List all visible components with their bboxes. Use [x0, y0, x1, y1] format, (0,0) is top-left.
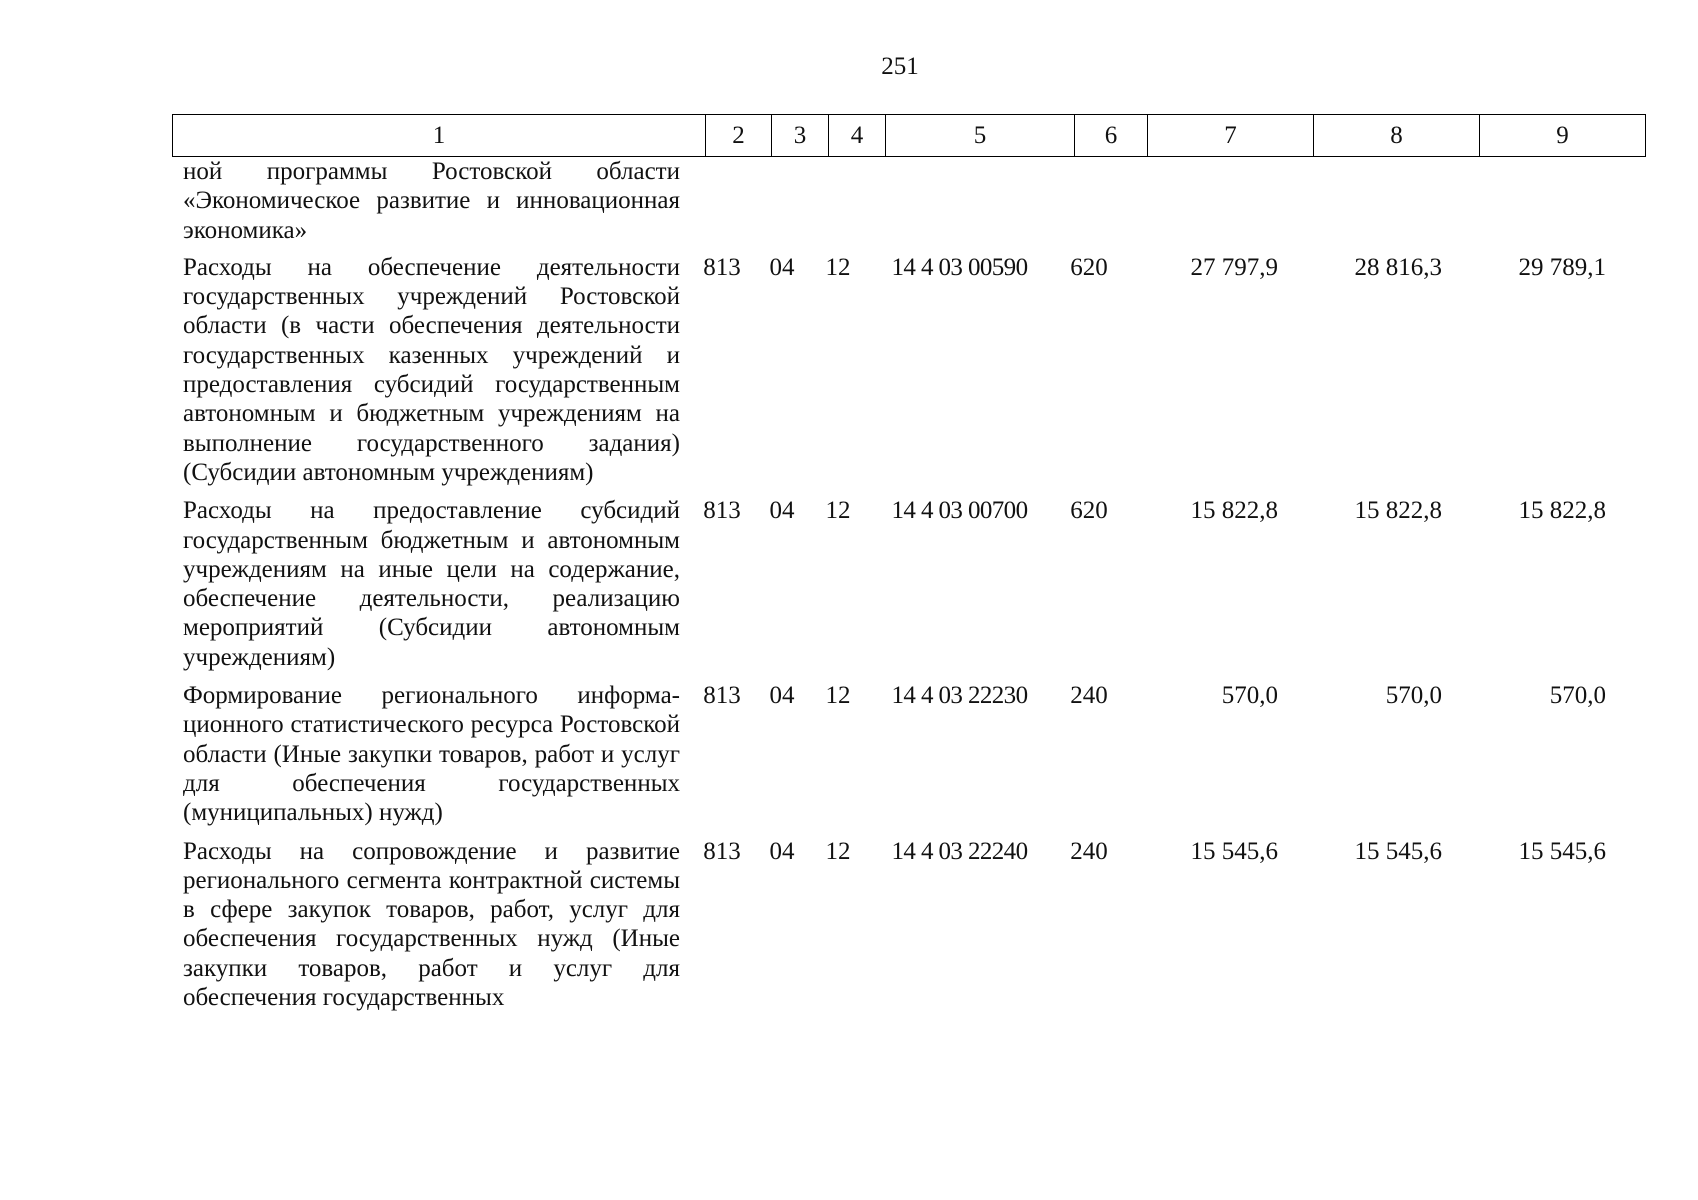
- row-target-article: 14 4 03 00700: [891, 497, 1028, 525]
- column-header-9: 9: [1480, 115, 1646, 157]
- row-amount-year-2: 570,0: [1385, 682, 1442, 710]
- column-header-3: 3: [772, 115, 829, 157]
- continuation-row: [172, 157, 1632, 253]
- row-subsection-code: 12: [825, 837, 851, 865]
- table-row: [172, 253, 1632, 496]
- column-header-5: 5: [886, 115, 1075, 157]
- row-amount-year-3: 570,0: [1549, 682, 1606, 710]
- row-ministry-code: 813: [703, 497, 741, 525]
- row-amount-year-1: 15 545,6: [1190, 837, 1278, 865]
- row-section-code: 04: [769, 837, 795, 865]
- row-expense-type: 620: [1070, 253, 1108, 281]
- row-ministry-code: 813: [703, 253, 741, 281]
- row-expense-type: 240: [1070, 837, 1108, 865]
- row-description: Расходы на сопровождение и развитие регионального сегмента контрактной системы в сфере закупок товаров, работ, услуг для обеспечения государственных нужд (Иные закупки товаров, работ и услуг для обеспечения государственных: [183, 837, 680, 1012]
- row-expense-type: 240: [1070, 682, 1108, 710]
- page-number: 251: [881, 53, 919, 80]
- row-target-article: 14 4 03 22240: [891, 837, 1028, 865]
- row-amount-year-3: 29 789,1: [1518, 253, 1606, 281]
- table-row: [172, 681, 1632, 836]
- row-amount-year-1: 15 822,8: [1190, 497, 1278, 525]
- column-header-2: 2: [706, 115, 772, 157]
- row-ministry-code: 813: [703, 682, 741, 710]
- column-header-6: 6: [1075, 115, 1148, 157]
- row-amount-year-2: 15 822,8: [1354, 497, 1442, 525]
- column-header-4: 4: [829, 115, 886, 157]
- row-ministry-code: 813: [703, 837, 741, 865]
- column-header-row: [173, 115, 1646, 157]
- row-target-article: 14 4 03 00590: [891, 253, 1028, 281]
- table-body: [172, 157, 1632, 1021]
- column-header-table: [172, 114, 1646, 157]
- row-description: Расходы на предоставление субсидий государственным бюджетным и автономным учреждениям на иные цели на содержание, обеспечение деятельности, реализацию мероприятий (Субсидии автономным учреждениям): [183, 497, 680, 671]
- row-subsection-code: 12: [825, 497, 851, 525]
- column-header-1: 1: [173, 115, 706, 157]
- row-subsection-code: 12: [825, 682, 851, 710]
- table-row: [172, 496, 1632, 681]
- column-header-8: 8: [1314, 115, 1480, 157]
- row-section-code: 04: [769, 253, 795, 281]
- row-amount-year-2: 28 816,3: [1354, 253, 1442, 281]
- row-section-code: 04: [769, 682, 795, 710]
- row-amount-year-3: 15 822,8: [1518, 497, 1606, 525]
- table-row: [172, 837, 1632, 1022]
- row-description: Расходы на обеспечение деятельности государственных учреждений Ростовской области (в части обеспечения деятельности государственных казенных учреждений и предоставления субсидий государственным автономным и бюджетным учреждениям на выполнение государственного задания) (Субсидии автономным учреждениям): [183, 253, 680, 486]
- row-description: Формирование регионального информационного статистического ресурса Ростовской области (Иные закупки товаров, работ и услуг для обеспечения государственных (муниципальных) нужд): [183, 682, 680, 827]
- row-target-article: 14 4 03 22230: [891, 682, 1028, 710]
- continuation-description: ной программы Ростовской области «Экономическое развитие и инновационная экономика»: [183, 158, 680, 244]
- row-expense-type: 620: [1070, 497, 1108, 525]
- row-amount-year-1: 570,0: [1221, 682, 1278, 710]
- row-subsection-code: 12: [825, 253, 851, 281]
- row-amount-year-3: 15 545,6: [1518, 837, 1606, 865]
- row-amount-year-2: 15 545,6: [1354, 837, 1442, 865]
- row-amount-year-1: 27 797,9: [1190, 253, 1278, 281]
- column-header-7: 7: [1148, 115, 1314, 157]
- row-section-code: 04: [769, 497, 795, 525]
